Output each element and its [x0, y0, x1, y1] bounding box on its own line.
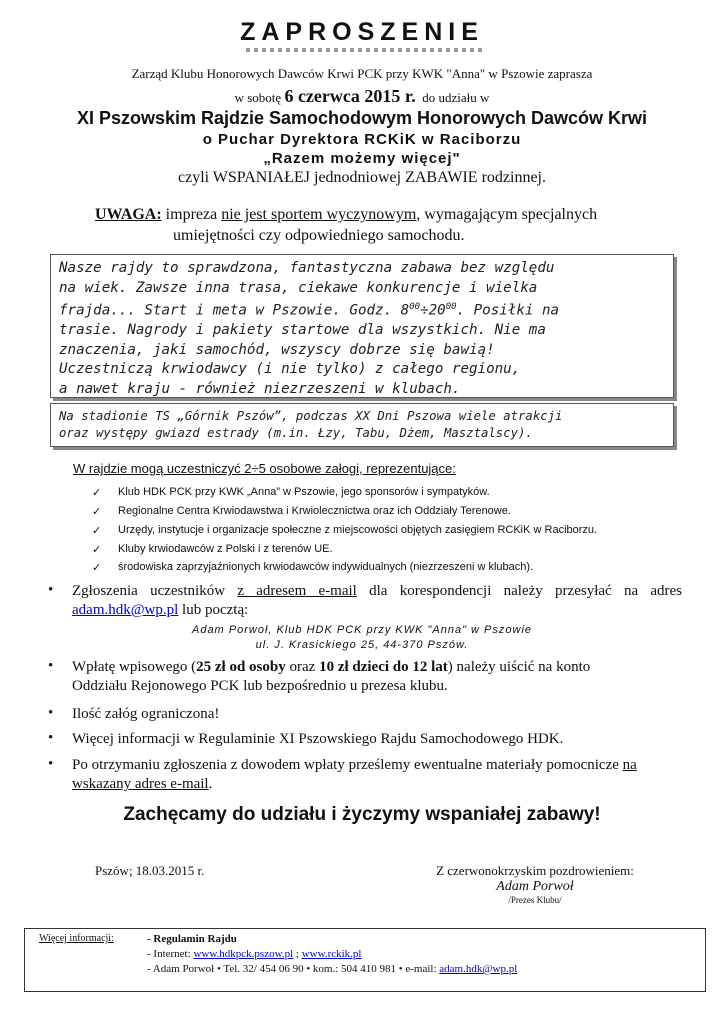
page-title: ZAPROSZENIE: [240, 18, 484, 46]
closing-slogan: Zachęcamy do udziału i życzymy wspaniałej zabawy!: [123, 804, 601, 825]
notice-text-after: , wymagającym specjalnych: [416, 206, 598, 223]
stadium-line-1: Na stadionie TS „Górnik Pszów”, podczas XX Dni Pszowa wiele atrakcji: [59, 409, 563, 423]
signer-role: /Prezes Klubu/: [508, 895, 562, 905]
email-link[interactable]: adam.hdk@wp.pl: [72, 602, 179, 618]
box-line-3: frajda... Start i meta w Pszowie. Godz. $8^{00}\div 20^{00}$. Posiłki na: [59, 302, 560, 319]
greeting: Z czerwonokrzyskim pozdrowieniem:: [436, 863, 634, 878]
rckik-link[interactable]: www.rckik.pl: [301, 948, 362, 960]
box-line-1: Nasze rajdy to sprawdzona, fantastyczna zabawa bez względu: [59, 260, 555, 276]
teams-heading: W rajdzie mogą uczestniczyć 2÷5 osobowe załogi, reprezentujące:: [73, 461, 456, 476]
bullet-icon: •: [48, 756, 54, 772]
check-icon: ✓: [92, 562, 102, 574]
box-line-4: trasie. Nagrody i pakiety startowe dla wszystkich. Nie ma: [59, 322, 546, 339]
intro-line: Zarząd Klubu Honorowych Dawców Krwi PCK przy KWK "Anna" w Pszowie zaprasza: [131, 66, 593, 81]
box-line-2: na wiek. Zawsze inna trasa, ciekawe konkurencje i wielka: [59, 279, 538, 296]
notice-text-before: impreza: [165, 206, 218, 223]
date-suffix: do udziału w: [422, 90, 490, 105]
check-icon: ✓: [92, 525, 102, 537]
motto: „Razem możemy więcej": [263, 150, 461, 167]
info-box-stadium: [50, 403, 674, 447]
signer-name: Adam Porwoł: [496, 879, 574, 894]
bullet-icon: •: [48, 658, 54, 674]
place-date: Pszów; 18.03.2015 r.: [95, 863, 205, 878]
bullet-icon: •: [48, 705, 54, 721]
footer-info-box: [24, 928, 706, 992]
bullet-icon: •: [48, 730, 54, 746]
subtitle: czyli WSPANIAŁEJ jednodniowej ZABAWIE rodzinnej.: [178, 169, 546, 186]
postal-address: [0, 623, 724, 653]
info-box-main: [50, 254, 674, 398]
hdkpck-link[interactable]: www.hdkpck.pszow.pl: [193, 948, 294, 960]
date-prefix: w sobotę: [234, 90, 282, 105]
footer-contact: - Adam Porwoł • Tel. 32/ 454 06 90 • kom.: 504 410 981 • e-mail: adam.hdk@wp.pl: [147, 963, 518, 975]
box-line-5: znaczenia, jaki samochód, wszyscy dobrze się bawią!: [59, 341, 495, 358]
footer-label: Więcej informacji:: [39, 933, 114, 944]
check-icon: ✓: [92, 487, 102, 499]
footer-internet: - Internet: www.hdkpck.pszow.pl ; www.rckik.pl: [147, 948, 362, 960]
title-underline-decoration: [246, 48, 484, 52]
date-line: [0, 86, 724, 107]
box-line-7: a nawet kraju - również niezrzeszeni w klubach.: [59, 380, 461, 397]
notice-label: UWAGA:: [95, 206, 162, 223]
notice-line-1: [95, 206, 597, 224]
footer-email-link[interactable]: adam.hdk@wp.pl: [439, 963, 518, 975]
notice-underlined: nie jest sportem wyczynowym: [221, 206, 417, 223]
box-line-6: Uczestniczą krwiodawcy (i nie tylko) z całego regionu,: [59, 361, 521, 378]
address-line-2: ul. J. Krasickiego 25, 44-370 Pszów.: [255, 639, 469, 651]
event-date: 6 czerwca 2015 r.: [284, 86, 416, 106]
notice-line-2: umiejętności czy odpowiedniego samochodu.: [173, 227, 465, 244]
bullet-icon: •: [48, 582, 54, 598]
event-name: XI Pszowskim Rajdzie Samochodowym Honorowych Dawców Krwi: [76, 108, 648, 128]
address-line-1: Adam Porwoł, Klub HDK PCK przy KWK "Anna" w Pszowie: [191, 624, 533, 636]
signature-block: [410, 863, 660, 905]
check-icon: ✓: [92, 506, 102, 518]
stadium-line-2: oraz występy gwiazd estrady (m.in. Łzy, Tabu, Dżem, Masztalscy).: [59, 426, 533, 440]
footer-regulamin: - Regulamin Rajdu: [147, 933, 237, 945]
check-icon: ✓: [92, 544, 102, 556]
cup-line: o Puchar Dyrektora RCKiK w Raciborzu: [202, 131, 522, 148]
